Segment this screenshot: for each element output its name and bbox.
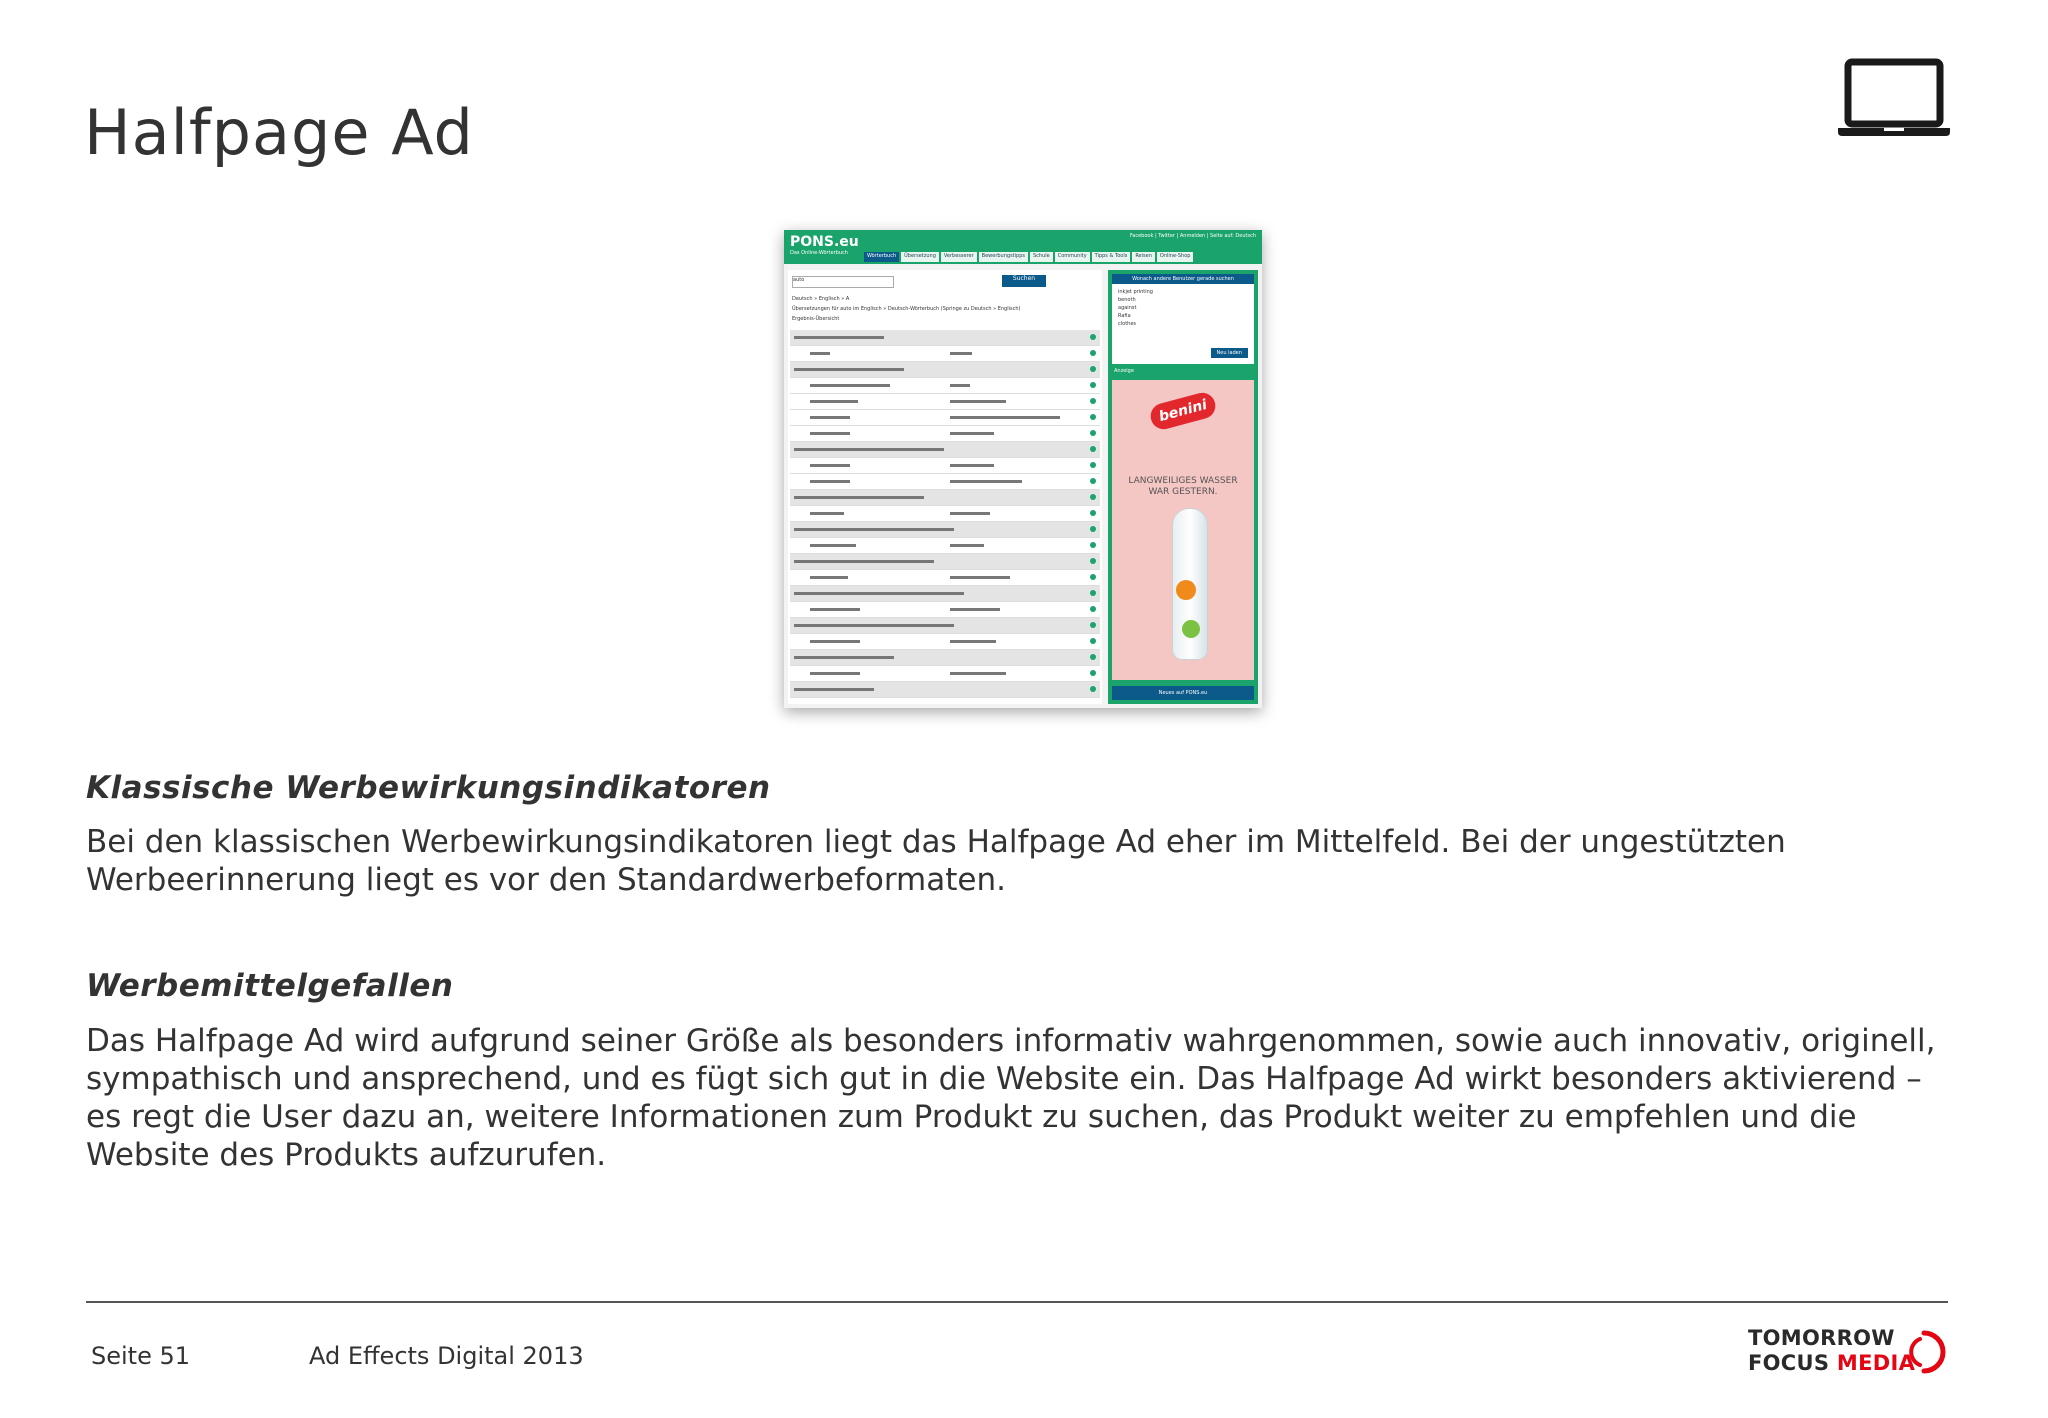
site-nav-item: Bewerbungstipps <box>979 252 1028 262</box>
list-item: clothes <box>1118 321 1137 327</box>
list-item: against <box>1118 305 1137 311</box>
page-number: Seite 51 <box>91 1342 191 1370</box>
apple-image <box>1182 620 1200 638</box>
ad-brand-logo: benini <box>1148 390 1218 432</box>
table-row <box>790 586 1100 602</box>
brand-ring-icon <box>1906 1329 1952 1375</box>
halfpage-ad-screenshot <box>784 230 1262 708</box>
table-row <box>790 506 1100 522</box>
table-row <box>790 410 1100 426</box>
section-heading: Werbemittelgefallen <box>86 968 454 1004</box>
site-search-input: auto <box>792 276 894 288</box>
site-popular-heading: Wonach andere Benutzer gerade suchen <box>1112 274 1254 284</box>
halfpage-ad-creative <box>1112 380 1254 680</box>
footer-divider <box>86 1301 1948 1303</box>
brand-logo-line1: TOMORROW <box>1748 1326 1895 1350</box>
table-row <box>790 618 1100 634</box>
table-row <box>790 474 1100 490</box>
laptop-icon <box>1836 58 1952 140</box>
slide-title: Halfpage Ad <box>84 96 474 169</box>
site-logo <box>790 234 859 256</box>
table-row <box>790 634 1100 650</box>
site-tagline: Das Online-Wörterbuch <box>790 250 848 256</box>
brand-logo-focus: FOCUS <box>1748 1351 1837 1375</box>
site-header <box>784 230 1262 264</box>
site-nav <box>864 252 1193 262</box>
site-nav-item: Online-Shop <box>1157 252 1194 262</box>
section-heading: Klassische Werbewirkungsindikatoren <box>86 770 771 806</box>
ad-claim: LANGWEILIGES WASSER WAR GESTERN. <box>1128 476 1238 497</box>
site-nav-item: Übersetzung <box>901 252 939 262</box>
site-search-button: Suchen <box>1002 275 1046 287</box>
site-nav-item: Schule <box>1030 252 1053 262</box>
ad-label: Anzeige <box>1114 368 1134 374</box>
table-row <box>790 458 1100 474</box>
footer-source: Ad Effects Digital 2013 <box>309 1342 584 1370</box>
table-row <box>790 426 1100 442</box>
orange-image <box>1176 580 1196 600</box>
site-nav-item: Community <box>1055 252 1090 262</box>
brand-logo-media: MEDIA <box>1836 1351 1916 1375</box>
table-row <box>790 602 1100 618</box>
site-nav-item: Tipps & Tools <box>1092 252 1131 262</box>
table-row <box>790 522 1100 538</box>
table-row <box>790 666 1100 682</box>
site-results-note: Übersetzungen für auto im Englisch » Deutsch-Wörterbuch (Springe zu Deutsch » Englisch) <box>792 306 1021 312</box>
site-popular-box <box>1112 274 1254 364</box>
site-sidebar <box>1108 270 1258 704</box>
site-logo-text: PONS.eu <box>790 234 859 250</box>
table-row <box>790 650 1100 666</box>
site-main-content <box>788 270 1102 704</box>
site-reload-button: Neu laden <box>1211 348 1248 358</box>
list-item: inkjet printing <box>1118 289 1153 295</box>
site-nav-item: Wörterbuch <box>864 252 899 262</box>
site-sidebar-footer: Neues auf PONS.eu <box>1112 686 1254 700</box>
table-row <box>790 490 1100 506</box>
section-text: Das Halfpage Ad wird aufgrund seiner Größe als besonders informativ wahrgenommen, sowie auch innovativ, originell, sympathisch und ansprechend, und es fügt sich gut in die Website ein. Das Halfpage Ad wirkt besonders aktivierend – es regt die User dazu an, weitere Informationen zum Produkt zu suchen, das Produkt weiter zu empfehlen und die Website des Produkts aufzurufen. <box>86 1023 1936 1173</box>
table-row <box>790 538 1100 554</box>
table-row <box>790 378 1100 394</box>
site-breadcrumb: Deutsch » Englisch » A <box>792 296 850 302</box>
table-row <box>790 330 1100 346</box>
site-breadcrumb-block <box>792 294 1092 324</box>
site-results-label: Ergebnis-Übersicht <box>792 316 840 322</box>
table-row <box>790 554 1100 570</box>
table-row <box>790 394 1100 410</box>
list-item: benoth <box>1118 297 1136 303</box>
table-row <box>790 442 1100 458</box>
site-toplinks: Facebook | Twitter | Anmelden | Seite auf: Deutsch <box>1129 233 1256 239</box>
section-text: Bei den klassischen Werbewirkungsindikatoren liegt das Halfpage Ad eher im Mittelfeld. Bei der ungestützten Werbeerinnerung liegt es vor den Standardwerbeformaten. <box>86 824 1786 898</box>
table-row <box>790 346 1100 362</box>
site-nav-item: Verbesserer <box>941 252 977 262</box>
table-row <box>790 682 1100 698</box>
site-search-row <box>792 274 1098 288</box>
table-row <box>790 362 1100 378</box>
list-item: Rafia <box>1118 313 1131 319</box>
brand-logo <box>1748 1326 1952 1378</box>
site-results-table <box>790 330 1100 698</box>
site-popular-list <box>1112 284 1254 332</box>
site-nav-item: Reisen <box>1132 252 1155 262</box>
table-row <box>790 570 1100 586</box>
